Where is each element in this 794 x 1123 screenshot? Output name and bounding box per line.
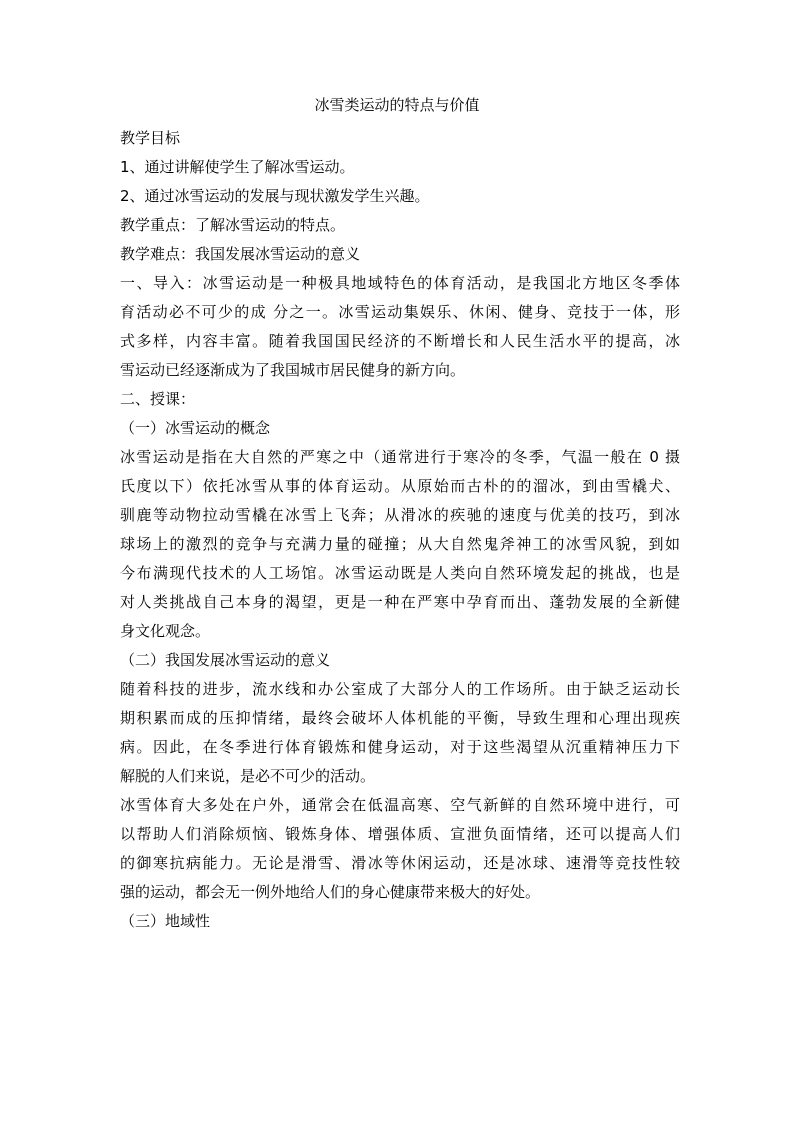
objective-item: 1、通过讲解使学生了解冰雪运动。: [120, 158, 355, 176]
paragraph-line: 雪运动已经逐渐成为了我国城市居民健身的新方向。: [120, 361, 466, 379]
paragraph-line: 式多样，内容丰富。随着我国国民经济的不断增长和人民生活水平的提高，冰: [120, 332, 680, 350]
paragraph-line: 氏度以下）依托冰雪从事的体育运动。从原始而古朴的的溜冰，到由雪橇犬、: [120, 477, 680, 495]
paragraph-line: 球场上的激烈的竞争与充满力量的碰撞；从大自然鬼斧神工的冰雪风貌，到如: [120, 535, 680, 553]
paragraph-line: 身文化观念。: [120, 622, 211, 640]
paragraph-line: 的御寒抗病能力。无论是滑雪、滑冰等休闲运动，还是冰球、速滑等竞技性较: [120, 854, 680, 872]
paragraph-line: 解脱的人们来说，是必不可少的活动。: [120, 767, 376, 785]
paragraph-line: 一、导入：冰雪运动是一种极具地域特色的体育活动，是我国北方地区冬季体: [120, 274, 680, 292]
paragraph-line: 随着科技的进步，流水线和办公室成了大部分人的工作场所。由于缺乏运动长: [120, 680, 680, 698]
paragraph-line: 冰雪运动是指在大自然的严寒之中（通常进行于寒冷的冬季，气温一般在 0 摄: [120, 448, 680, 466]
subsection-heading: （二）我国发展冰雪运动的意义: [120, 651, 331, 669]
objective-item: 2、通过冰雪运动的发展与现状激发学生兴趣。: [120, 187, 430, 205]
heading-teaching-objectives: 教学目标: [120, 129, 181, 147]
section-heading: 二、授课：: [120, 390, 196, 408]
paragraph-line: 强的运动，都会无一例外地给人们的身心健康带来极大的好处。: [120, 883, 541, 901]
subsection-heading: （三）地域性: [120, 912, 211, 930]
teaching-difficulty: 教学难点：我国发展冰雪运动的意义: [120, 245, 361, 263]
paragraph-line: 以帮助人们消除烦恼、锻炼身体、增强体质、宣泄负面情绪，还可以提高人们: [120, 825, 680, 843]
subsection-heading: （一）冰雪运动的概念: [120, 419, 271, 437]
paragraph-line: 对人类挑战自己本身的渴望，更是一种在严寒中孕育而出、蓬勃发展的全新健: [120, 593, 680, 611]
paragraph-line: 驯鹿等动物拉动雪橇在冰雪上飞奔；从滑冰的疾驰的速度与优美的技巧，到冰: [120, 506, 680, 524]
document-body: [120, 124, 680, 936]
paragraph-line: 育活动必不可少的成 分之一。冰雪运动集娱乐、休闲、健身、竞技于一体，形: [120, 303, 680, 321]
paragraph-line: 冰雪体育大多处在户外，通常会在低温高寒、空气新鲜的自然环境中进行，可: [120, 796, 680, 814]
document-title: 冰雪类运动的特点与价值: [314, 96, 480, 114]
teaching-focus: 教学重点：了解冰雪运动的特点。: [120, 216, 346, 234]
paragraph-line: 病。因此，在冬季进行体育锻炼和健身运动，对于这些渴望从沉重精神压力下: [120, 738, 680, 756]
paragraph-line: 期积累而成的压抑情绪，最终会破坏人体机能的平衡，导致生理和心理出现疾: [120, 709, 680, 727]
paragraph-line: 今布满现代技术的人工场馆。冰雪运动既是人类向自然环境发起的挑战，也是: [120, 564, 680, 582]
